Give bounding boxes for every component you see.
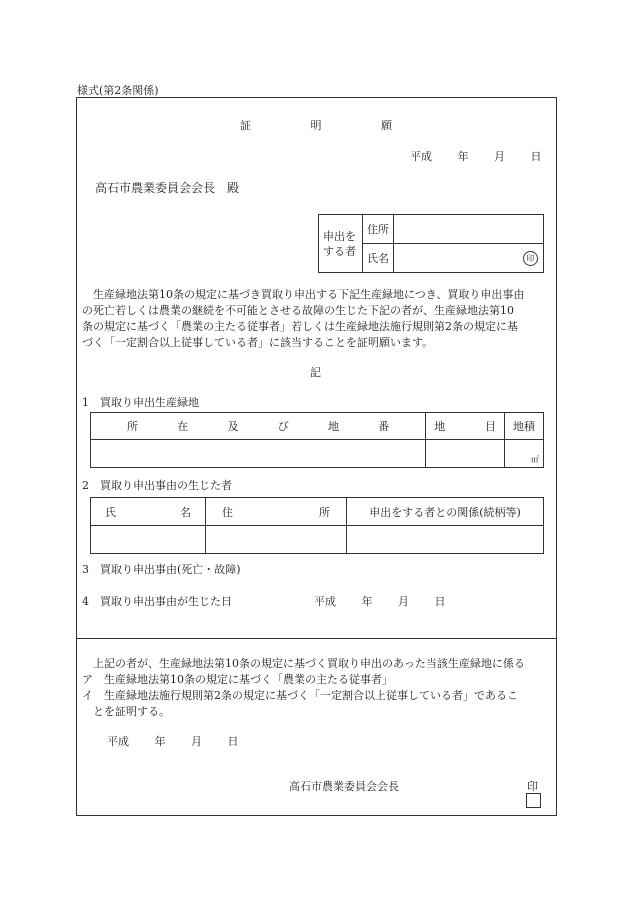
area-unit: ㎡ [531,455,539,464]
request-line: 生産緑地法第10条の規定に基づき買取り申出する下記生産緑地につき、買取り申出事由 [93,288,525,301]
land-table [90,412,544,468]
section3-title: 3 買取り申出事由(死亡・故障) [82,563,241,576]
section4-title: 4 買取り申出事由が生じた日 [82,595,232,608]
request-paragraph [82,287,552,351]
date-month: 月 [494,150,505,163]
date-era: 平成 [410,150,432,163]
person-address-field[interactable] [206,526,347,554]
date-era: 平成 [314,595,336,608]
certification-date [107,733,239,749]
date-day: 日 [227,735,239,748]
addressee: 高石市農業委員会会長 殿 [95,181,240,195]
issuer-seal-label: 印 [527,780,538,793]
person-address-header [206,498,347,526]
request-line: づく「一定割合以上従事している者」に該当することを証明願います。 [82,336,434,349]
header-char: 及 [227,420,239,433]
location-header [91,413,426,440]
certification-paragraph [82,656,552,720]
document-title [240,117,392,133]
title-char: 証 [240,119,251,132]
date-year: 年 [154,735,166,748]
applicant-name-field[interactable] [394,244,544,273]
header-char: 地 [513,420,524,433]
person-name-header [91,498,206,526]
application-date [410,148,542,164]
applicant-address-field[interactable] [394,215,544,244]
applicant-table [318,214,544,273]
certify-line: ア 生産緑地法第10条の規定に基づく「農業の主たる従事者」 [82,673,393,686]
category-field[interactable] [426,440,505,468]
section-divider [76,638,557,639]
person-name-field[interactable] [91,526,206,554]
form-label: 様式(第2条関係) [77,84,159,97]
date-day: 日 [530,150,542,163]
header-char: 積 [524,420,535,433]
occurrence-date [314,593,446,609]
date-day: 日 [434,595,446,608]
header-char: 所 [319,505,330,519]
header-char: 所 [127,420,138,433]
area-field[interactable] [505,440,544,468]
section2-title: 2 買取り申出事由の生じた者 [82,479,232,492]
certify-line: イ 生産緑地法施行規則第2条の規定に基づく「一定割合以上従事している者」であるこ [82,689,518,702]
area-header [505,413,544,440]
date-month: 月 [398,595,409,608]
title-char: 願 [381,119,392,132]
header-char: 目 [485,420,496,433]
date-year: 年 [457,150,469,163]
applicant-label [319,215,363,273]
issuer-name: 高石市農業委員会会長 [289,780,399,793]
header-char: 在 [177,420,189,433]
seal-icon: 印 [523,251,538,266]
applicant-label-line1: 申出を [323,229,356,243]
header-char: 住 [222,505,233,519]
header-char: 地 [327,420,339,433]
certify-line: とを証明する。 [93,705,170,718]
title-char: 明 [310,119,322,132]
applicant-label-line2: する者 [323,244,356,258]
header-char: 番 [378,420,390,433]
date-era: 平成 [107,735,129,748]
date-year: 年 [361,595,373,608]
request-line: 条の規定に基づく「農業の主たる従事者」若しくは生産緑地法施行規則第2条の規定に基 [82,320,518,333]
location-field[interactable] [91,440,426,468]
category-header [426,413,505,440]
header-char: 地 [434,420,446,433]
date-month: 月 [191,735,202,748]
header-char: 名 [180,505,191,519]
request-line: の死亡若しくは農業の継続を不可能とさせる故障の生じた下記の者が、生産緑地法第10 [82,304,514,317]
certify-line: 上記の者が、生産緑地法第10条の規定に基づく買取り申出のあった当該生産緑地に係る [93,657,525,670]
seal-stamp-box [526,793,541,808]
header-char: び [277,420,289,433]
relation-header: 申出をする者との関係(続柄等) [347,498,544,526]
header-char: 氏 [105,505,116,519]
name-label: 氏名 [363,244,394,273]
section1-title: 1 買取り申出生産緑地 [82,396,199,409]
ki-heading: 記 [310,366,321,379]
person-table [90,497,544,554]
relation-field[interactable] [347,526,544,554]
address-label: 住所 [363,215,394,244]
